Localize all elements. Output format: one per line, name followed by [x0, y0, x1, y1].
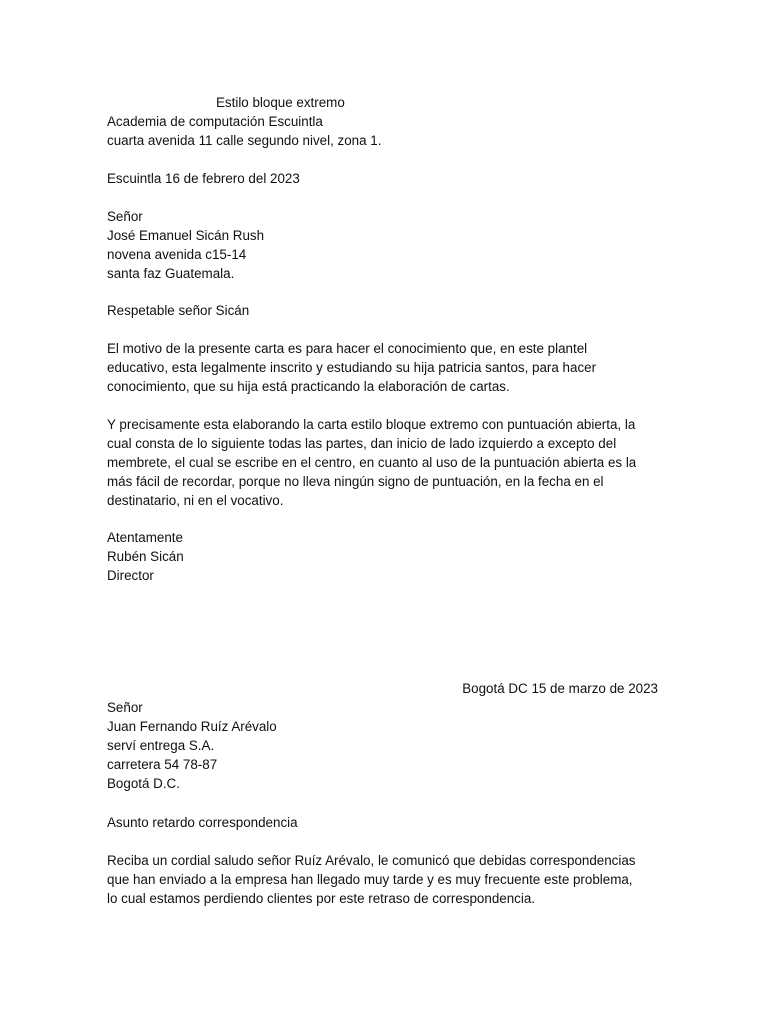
date-line: Escuintla 16 de febrero del 2023	[107, 171, 300, 186]
signer-title: Director	[107, 568, 154, 583]
sender-line: Academia de computación Escuintla	[107, 114, 323, 129]
recipient-line: serví entrega S.A.	[107, 738, 215, 753]
sender-line: cuarta avenida 11 calle segundo nivel, zona 1.	[107, 133, 382, 148]
closing-line: Atentamente	[107, 530, 183, 545]
recipient-line: Juan Fernando Ruíz Arévalo	[107, 719, 277, 734]
paragraph-line: Reciba un cordial saludo señor Ruíz Arévalo, le comunicó que debidas correspondencias	[107, 853, 636, 868]
letter1-salutation	[107, 301, 667, 320]
letter1-sender	[107, 112, 667, 150]
letter1-title: Estilo bloque extremo	[216, 95, 345, 110]
letter2-recipient	[107, 698, 667, 793]
recipient-line: Señor	[107, 700, 143, 715]
paragraph-line: lo cual estamos perdiendo clientes por este retraso de correspondencia.	[107, 891, 536, 906]
recipient-line: Bogotá D.C.	[107, 776, 180, 791]
recipient-line: Señor	[107, 209, 143, 224]
paragraph-line: El motivo de la presente carta es para hacer el conocimiento que, en este plantel	[107, 341, 588, 356]
paragraph-line: que han enviado a la empresa han llegado muy tarde y es muy frecuente este problema,	[107, 872, 633, 887]
paragraph-line: conocimiento, que su hija está practicando la elaboración de cartas.	[107, 379, 510, 394]
letter2-date: Bogotá DC 15 de marzo de 2023	[462, 681, 658, 696]
letter2-subject	[107, 813, 667, 832]
signer-name: Rubén Sicán	[107, 549, 184, 564]
recipient-line: santa faz Guatemala.	[107, 266, 235, 281]
recipient-line: novena avenida c15-14	[107, 247, 247, 262]
paragraph-line: más fácil de recordar, porque no lleva ningún signo de puntuación, en la fecha en el	[107, 474, 604, 489]
letter1-paragraph-2	[107, 415, 667, 510]
recipient-line: José Emanuel Sicán Rush	[107, 228, 265, 243]
letter1-date	[107, 169, 667, 188]
paragraph-line: cual consta de lo siguiente todas las partes, dan inicio de lado izquierdo a excepto del	[107, 436, 617, 451]
letter1-recipient	[107, 207, 667, 283]
paragraph-line: membrete, el cual se escribe en el centro, en cuanto al uso de la puntuación abierta es la	[107, 455, 637, 470]
letter1-paragraph-1	[107, 339, 667, 396]
paragraph-line: destinatario, ni en el vocativo.	[107, 493, 284, 508]
paragraph-line: educativo, esta legalmente inscrito y estudiando su hija patricia santos, para hacer	[107, 360, 597, 375]
subject-line: Asunto retardo correspondencia	[107, 815, 298, 830]
recipient-line: carretera 54 78-87	[107, 757, 218, 772]
letter1-closing	[107, 528, 667, 585]
salutation-line: Respetable señor Sicán	[107, 303, 250, 318]
paragraph-line: Y precisamente esta elaborando la carta estilo bloque extremo con puntuación abierta, la	[107, 417, 636, 432]
letter2-paragraph-1	[107, 851, 667, 908]
